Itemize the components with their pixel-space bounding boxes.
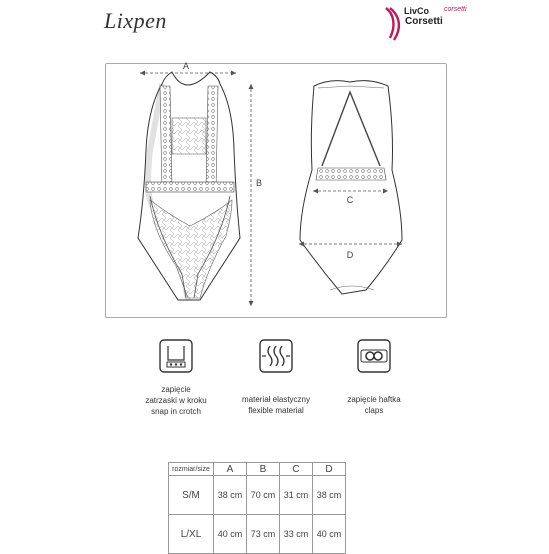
brand-line3: Corsetti bbox=[405, 16, 443, 27]
table-row bbox=[169, 476, 346, 515]
size-value: 38 cm bbox=[313, 476, 346, 515]
size-name: S/M bbox=[169, 476, 214, 515]
size-col-b: B bbox=[247, 463, 280, 476]
size-table-corner: rozmiar/size bbox=[169, 463, 214, 476]
front-view bbox=[138, 72, 240, 300]
size-value: 31 cm bbox=[280, 476, 313, 515]
size-value: 73 cm bbox=[247, 515, 280, 554]
table-row bbox=[169, 515, 346, 554]
size-table bbox=[168, 462, 346, 554]
feature-line: materiał elastyczny bbox=[241, 395, 311, 404]
feature-line: claps bbox=[364, 406, 384, 415]
hook-clasp-icon bbox=[356, 338, 392, 374]
product-name: Lixpen bbox=[104, 8, 167, 33]
feature-line: zapięcie bbox=[161, 385, 191, 394]
size-table-header-row bbox=[169, 463, 346, 476]
feature-label-clasp bbox=[314, 394, 434, 416]
size-value: 70 cm bbox=[247, 476, 280, 515]
size-col-c: C bbox=[280, 463, 313, 476]
feature-line: zapięcie haftka bbox=[347, 395, 401, 404]
snap-crotch-icon bbox=[158, 338, 194, 374]
back-view bbox=[300, 81, 402, 294]
measure-label-c: C bbox=[346, 195, 354, 205]
brand-line2: corsetti bbox=[444, 6, 467, 13]
size-value: 40 cm bbox=[313, 515, 346, 554]
elastic-material-icon bbox=[258, 338, 294, 374]
feature-line: flexible material bbox=[248, 406, 304, 415]
measure-label-d: D bbox=[346, 250, 354, 260]
feature-line: zatrzaski w kroku bbox=[145, 396, 207, 405]
size-value: 33 cm bbox=[280, 515, 313, 554]
brand-line1: LivCo bbox=[404, 6, 430, 16]
size-name: L/XL bbox=[169, 515, 214, 554]
size-value: 38 cm bbox=[214, 476, 247, 515]
measure-label-a: A bbox=[182, 61, 190, 71]
size-col-a: A bbox=[214, 463, 247, 476]
feature-line: snap in crotch bbox=[151, 407, 201, 416]
size-col-d: D bbox=[313, 463, 346, 476]
size-value: 40 cm bbox=[214, 515, 247, 554]
measure-label-b: B bbox=[255, 178, 263, 188]
